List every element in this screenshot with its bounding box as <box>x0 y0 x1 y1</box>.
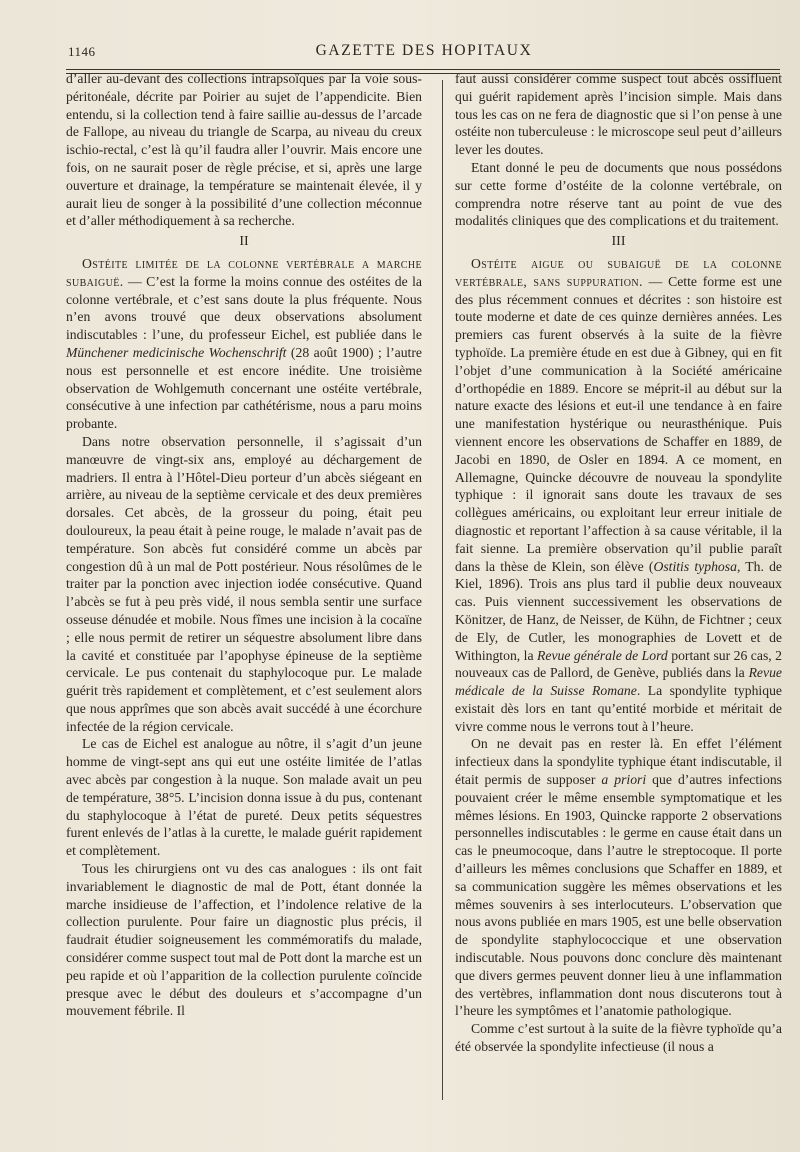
left-column <box>66 70 422 1020</box>
paragraph: Comme c’est surtout à la suite de la fièvre typhoïde qu’a été observée la spondylite infectieuse (il nous a <box>455 1021 782 1055</box>
section-numeral: II <box>239 234 249 250</box>
review-citation: Revue médicale de la Suisse Romane <box>455 665 782 699</box>
column-divider <box>442 80 443 1100</box>
section-numeral: III <box>611 234 626 250</box>
text-run: que d’autres infections pouvaient créer le même ensemble symptomatique et les mêmes lésions. En 1903, Quincke rapporte 2 observations personnelles indiscutables : le germe en cause était dans un cas le pneumocoque, dans l’autre le streptocoque. Il porte d’ailleurs les mêmes conclusions que Schaffer en 1889, et sa communication suggère les mêmes observations et les mêmes souvenirs à ses interlocuteurs. L’observation que nous avons publiée en mars 1905, est une belle observation de spondylite staphylococcique et une observation indiscutable. Nous pouvons donc conclure dès maintenant que divers germes peuvent donner lieu à une inflammation des vertèbres, inflammation dont nous discuterons tout à l’heure les symptômes et l’anatomie pathologique. <box>455 772 782 1019</box>
paragraph: Tous les chirurgiens ont vu des cas analogues : ils ont fait invariablement le diagnostic de mal de Pott, étant donnée la marche insidieuse de l’affection, et l’indolence relative de la collection purulente. Pour faire un diagnostic plus précis, il faudrait étudier soigneusement les commémoratifs du malade, considérer comme suspect tout mal de Pott dont la marche est un peu rapide et où l’apparition de la collection purulente coïncide presque avec le début des douleurs et s’accompagne d’un mouvement fébrile. Il <box>66 861 422 1019</box>
section-title: Ostéite aigue ou subaiguë de la colonne vertébrale, sans suppuration. <box>455 255 782 289</box>
paragraph: Etant donné le peu de documents que nous possédons sur cette forme d’ostéite de la colonne vertébrale, on comprendra notre réserve tant au point de vue des modalités cliniques que des complications et du traitement. <box>455 159 782 229</box>
text-run: , Th. de Kiel, 1896). Trois ans plus tard il publie deux nouveaux cas. Puis viennent successivement les observations de Könitzer, de Hanz, de Neisser, de Kühn, de Fichtner ; ceux de Ely, de Cutler, les monographies de Lovett et de Withington, la <box>455 558 782 663</box>
paragraph: d’aller au-devant des collections intrapsoïques par la voie sous-péritonéale, décrite par Poirier au sujet de l’appendicite. Bien entendu, si la collection tend à faire saillie au-dessus de l’arcade de Fallope, au niveau du triangle de Scarpa, au niveau du creux ischio-rectal, c’est là qu’il faudra aller l’ouvrir. Mais encore une fois, on ne saurait poser de règle précise, et si, après une large ouverture et drainage, la température se maintenait élevée, il y aurait lieu de songer à la possibilité d’une collection méconnue et d’aller méthodiquement à sa recherche. <box>66 71 422 229</box>
journal-title: GAZETTE DES HOPITAUX <box>315 42 533 59</box>
section-title: Ostéite limitée de la colonne vertébrale a marche subaiguë. <box>66 255 422 289</box>
text-run: portant sur 26 cas, 2 nouveaux cas de Pallord, de Genève, publiés dans la <box>455 647 782 681</box>
page-header <box>68 44 780 66</box>
paragraph: Le cas de Eichel est analogue au nôtre, il s’agit d’un jeune homme de vingt-sept ans qui eut une ostéite limitée de l’atlas avec abcès par congestion à la nuque. Son malade avait un peu de température, 38°5. L’incision donna issue à du pus, contenant du staphylocoque à l’état de pureté. Deux petits séquestres furent enlevés de l’atlas à la curette, le malade guérit rapidement et complètement. <box>66 736 422 859</box>
thesis-citation: Ostitis typhosa <box>653 558 737 574</box>
latin-phrase: a priori <box>601 772 647 788</box>
text-run: On ne devait pas en rester là. En effet l’élément infectieux dans la spondylite typhique étant indiscutable, il était permis de supposer <box>455 736 782 788</box>
text-run: — Cette forme est une des plus récemment connues et décrites : son histoire est toute moderne et date de ces quinze dernières années. Les premiers cas furent observés à la suite de la fièvre typhoïde. La première étude en est due à Gibney, qui en fit l’objet d’une communication à la Société américaine d’orthopédie en 1889. Encore se méprit-il au début sur la nature exacte des lésions et eut-il une tendance à en faire une manifestation hystérique ou neurasthénique. Puis viennent encore les observations de Schaffer en 1889, de Jacobi en 1890, de Osler en 1894. A ce moment, en Allemagne, Quincke découvre de nouveau la spondylite typhique : il ignorait sans doute les travaux de ses collègues américains, ou exploitant leur erreur initiale de diagnostic et reportant l’affection à sa cause véritable, il la fait sienne. La première observation qu’il publie paraît dans la thèse de Klein, son élève ( <box>455 273 782 574</box>
page-number: 1146 <box>68 44 96 59</box>
section-paragraph <box>455 255 782 736</box>
section-paragraph <box>66 255 422 433</box>
journal-citation: Münchener medicinische Wochenschrift <box>66 344 287 360</box>
right-column <box>455 70 782 1056</box>
text-run: (28 août 1900) ; l’autre nous est personnelle et est encore inédite. Une troisième observation de Wohlgemuth concernant une ostéite vertébrale, consécutive à une infection par cathétérisme, nous a paru moins probante. <box>66 344 422 432</box>
paragraph <box>455 735 782 1020</box>
paragraph: Dans notre observation personnelle, il s’agissait d’un manœuvre de vingt-six ans, employé au déchargement de madriers. Il entra à l’Hôtel-Dieu porteur d’un abcès siégeant en arrière, au niveau de la septième cervicale et des deux premières dorsales. Cet abcès, de la grosseur du poing, était peu douloureux, la peau était à peine rouge, le malade n’avait pas de température. Son abcès fut considéré comme un abcès par congestion dû à un mal de Pott postérieur. Nous résolûmes de le traiter par la ponction avec injection iodée consécutive. Quand l’abcès se fut à peu près vidé, il nous sembla sentir une surface osseuse dénudée et mobile. Nous fîmes une incision à la cocaïne ; elle nous permit de retirer un séquestre absolument libre dans la cavité et constituée par l’apophyse épineuse de la septième cervicale. Le pus contenait du staphylocoque pur. Le malade guérit très rapidement et complètement, et c’est seulement alors que nous apprîmes que son abcès avait succédé à une écorchure infectée de la région cervicale. <box>66 433 422 734</box>
paragraph: faut aussi considérer comme suspect tout abcès ossifluent qui guérit rapidement après l’incision simple. Mais dans tous les cas on ne fera de diagnostic que si l’on pense à une ostéite non tuberculeuse : le microscope seul peut d’ailleurs lever les doutes. <box>455 71 782 158</box>
text-run: . La spondylite typhique existait dès lors en tant qu’entité morbide et méritait de vivre comme nous le verrons tout à l’heure. <box>455 683 782 734</box>
review-citation: Revue générale de Lord <box>537 647 668 663</box>
text-run: — C’est la forme la moins connue des ostéites de la colonne vertébrale, et c’est sans doute la plus fréquente. Nous n’en avons trouvé que deux observations absolument indiscutables : l’une, du professeur Eichel, est publiée dans le <box>66 273 422 343</box>
